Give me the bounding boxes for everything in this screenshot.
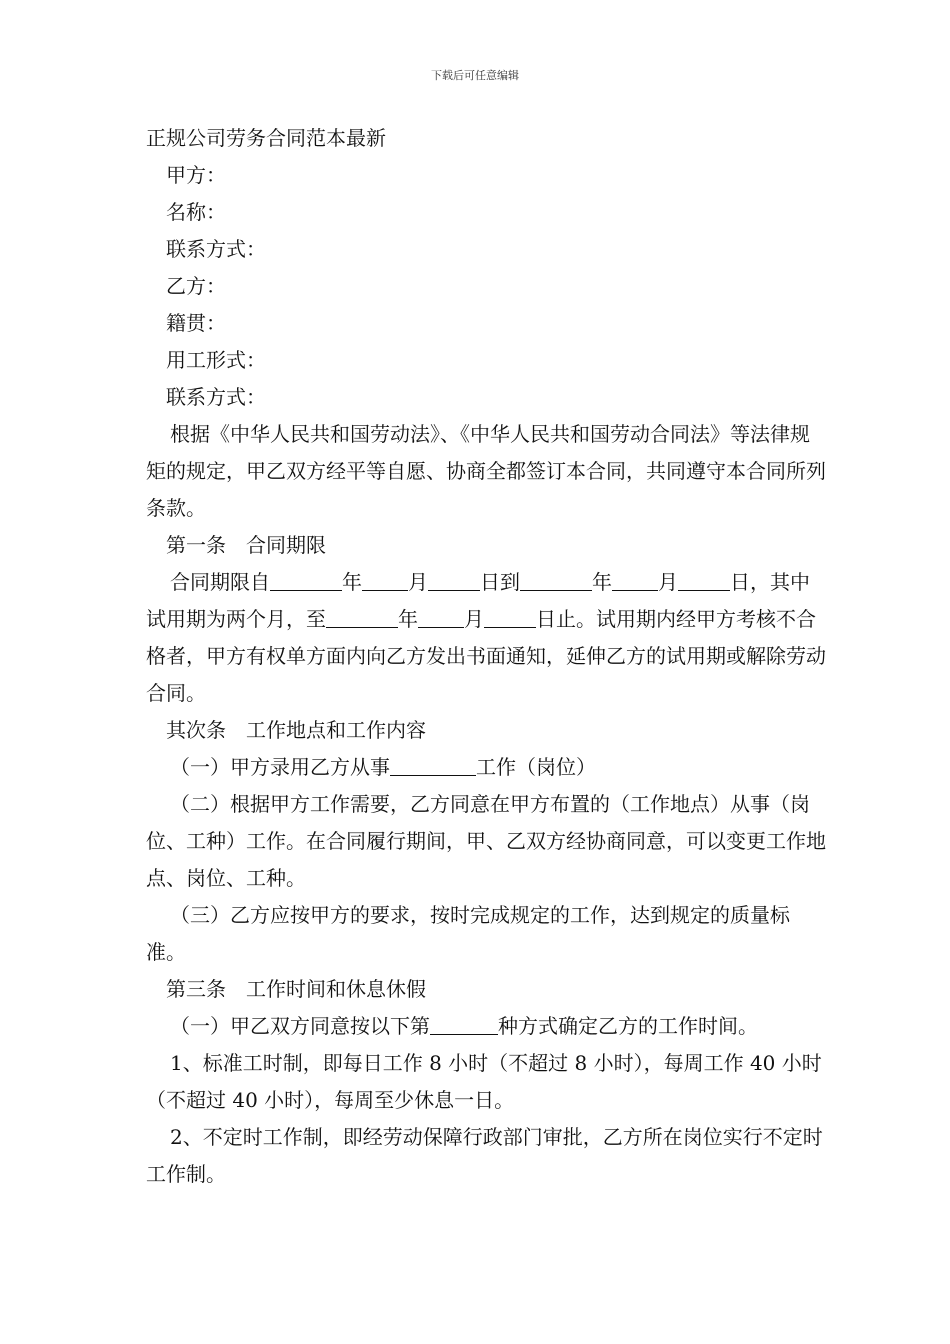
- article-1-paragraph: [146, 564, 826, 712]
- intro-paragraph: 根据《中华人民共和国劳动法》、《中华人民共和国劳动合同法》等法律规矩的规定，甲乙双方经平等自愿、协商全都签订本合同，共同遵守本合同所列条款。: [146, 422, 826, 520]
- party-a-label: 甲方：: [166, 163, 226, 187]
- article-3-item-1: [146, 1008, 826, 1045]
- article-1-text-6: 月: [658, 570, 678, 594]
- article-1-text-4: 日到: [480, 570, 520, 594]
- article-1-title: 第一条 合同期限: [166, 533, 326, 557]
- article-3-option-1: 1、标准工时制，即每日工作 8 小时（不超过 8 小时），每周工作 40 小时（不超过 40 小时），每周至少休息一日。: [146, 1051, 822, 1112]
- native-place-label: 籍贯：: [166, 311, 226, 335]
- article-3-option-2: 2、不定时工作制，即经劳动保障行政部门审批，乙方所在岗位实行不定时工作制。: [146, 1125, 823, 1186]
- job-position-blank[interactable]: [390, 753, 476, 776]
- article-1-text-8: 年: [398, 607, 418, 631]
- article-1-text-5: 年: [592, 570, 612, 594]
- end-month-blank[interactable]: [612, 568, 658, 591]
- article-1-text-7: 日，其中试用期为两个月，至: [146, 570, 810, 631]
- party-b-label: 乙方：: [166, 274, 226, 298]
- start-year-blank[interactable]: [270, 568, 342, 591]
- article-2-item-1-text-a: （一）甲方录用乙方从事: [170, 755, 390, 779]
- article-3-item-1-text-a: （一）甲乙双方同意按以下第: [170, 1014, 430, 1038]
- article-3-title: 第三条 工作时间和休息休假: [166, 977, 426, 1001]
- article-2-item-1: [146, 749, 826, 786]
- contact-a-label: 联系方式：: [166, 237, 266, 261]
- work-hour-method-blank[interactable]: [430, 1012, 498, 1035]
- document-title: 正规公司劳务合同范本最新: [146, 126, 386, 150]
- article-1-text-1: 合同期限自: [170, 570, 270, 594]
- probation-month-blank[interactable]: [418, 605, 464, 628]
- contract-document: [146, 120, 826, 1193]
- article-1-text-2: 年: [342, 570, 362, 594]
- contact-b-label: 联系方式：: [166, 385, 266, 409]
- start-month-blank[interactable]: [362, 568, 408, 591]
- article-2-title: 其次条 工作地点和工作内容: [166, 718, 426, 742]
- probation-year-blank[interactable]: [326, 605, 398, 628]
- article-2-item-1-text-b: 工作（岗位）: [476, 755, 596, 779]
- article-1-text-9: 月: [464, 607, 484, 631]
- probation-day-blank[interactable]: [484, 605, 536, 628]
- page-header-note: 下载后可任意编辑: [431, 69, 519, 82]
- article-2-item-2: （二）根据甲方工作需要，乙方同意在甲方布置的（工作地点）从事（岗位、工种）工作。在合同履行期间，甲、乙双方经协商同意，可以变更工作地点、岗位、工种。: [146, 792, 826, 890]
- start-day-blank[interactable]: [428, 568, 480, 591]
- employment-form-label: 用工形式：: [166, 348, 266, 372]
- article-1-text-10: 日止。试用期内经甲方考核不合格者，甲方有权单方面内向乙方发出书面通知，延伸乙方的试用期或解除劳动合同。: [146, 607, 826, 705]
- article-2-item-3: （三）乙方应按甲方的要求，按时完成规定的工作，达到规定的质量标准。: [146, 903, 790, 964]
- end-day-blank[interactable]: [678, 568, 730, 591]
- name-label: 名称：: [166, 200, 226, 224]
- article-1-text-3: 月: [408, 570, 428, 594]
- article-3-item-1-text-b: 种方式确定乙方的工作时间。: [498, 1014, 758, 1038]
- end-year-blank[interactable]: [520, 568, 592, 591]
